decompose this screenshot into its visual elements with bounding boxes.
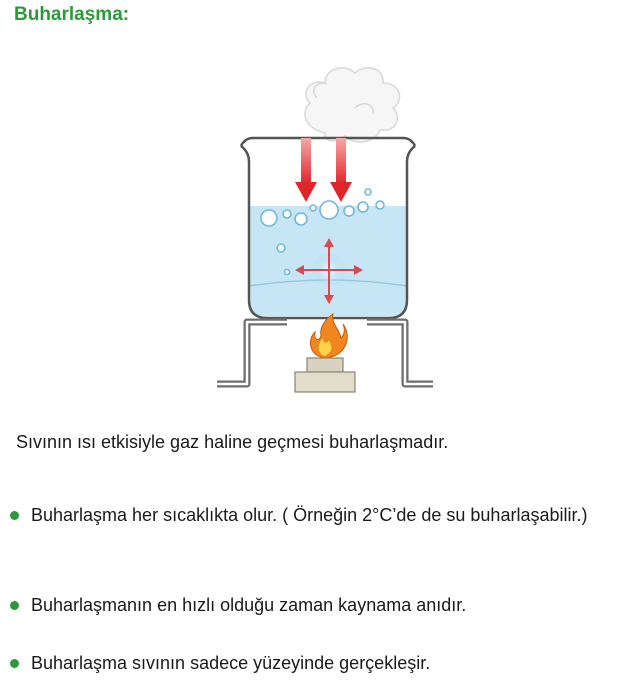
list-item-text: Buharlaşmanın en hızlı olduğu zaman kaynama anıdır. — [31, 595, 467, 615]
steam-icon — [305, 68, 400, 142]
flame-icon — [310, 314, 347, 358]
list-item-text: Buharlaşma sıvının sadece yüzeyinde gerçekleşir. — [31, 653, 431, 673]
bullet-dot-icon — [10, 601, 19, 610]
burner-icon — [295, 358, 355, 392]
bullet-dot-icon — [10, 511, 19, 520]
list-item-text: Buharlaşma her sıcaklıkta olur. ( Örneğin 2°C’de de su buharlaşabilir.) — [31, 505, 588, 525]
list-item — [10, 500, 630, 530]
evaporation-illustration — [205, 38, 445, 398]
list-item — [10, 590, 630, 620]
list-item — [10, 648, 630, 678]
definition-text: Sıvının ısı etkisiyle gaz haline geçmesi buharlaşmadır. — [16, 432, 449, 452]
bullet-dot-icon — [10, 659, 19, 668]
section-title: Buharlaşma: — [14, 4, 130, 25]
